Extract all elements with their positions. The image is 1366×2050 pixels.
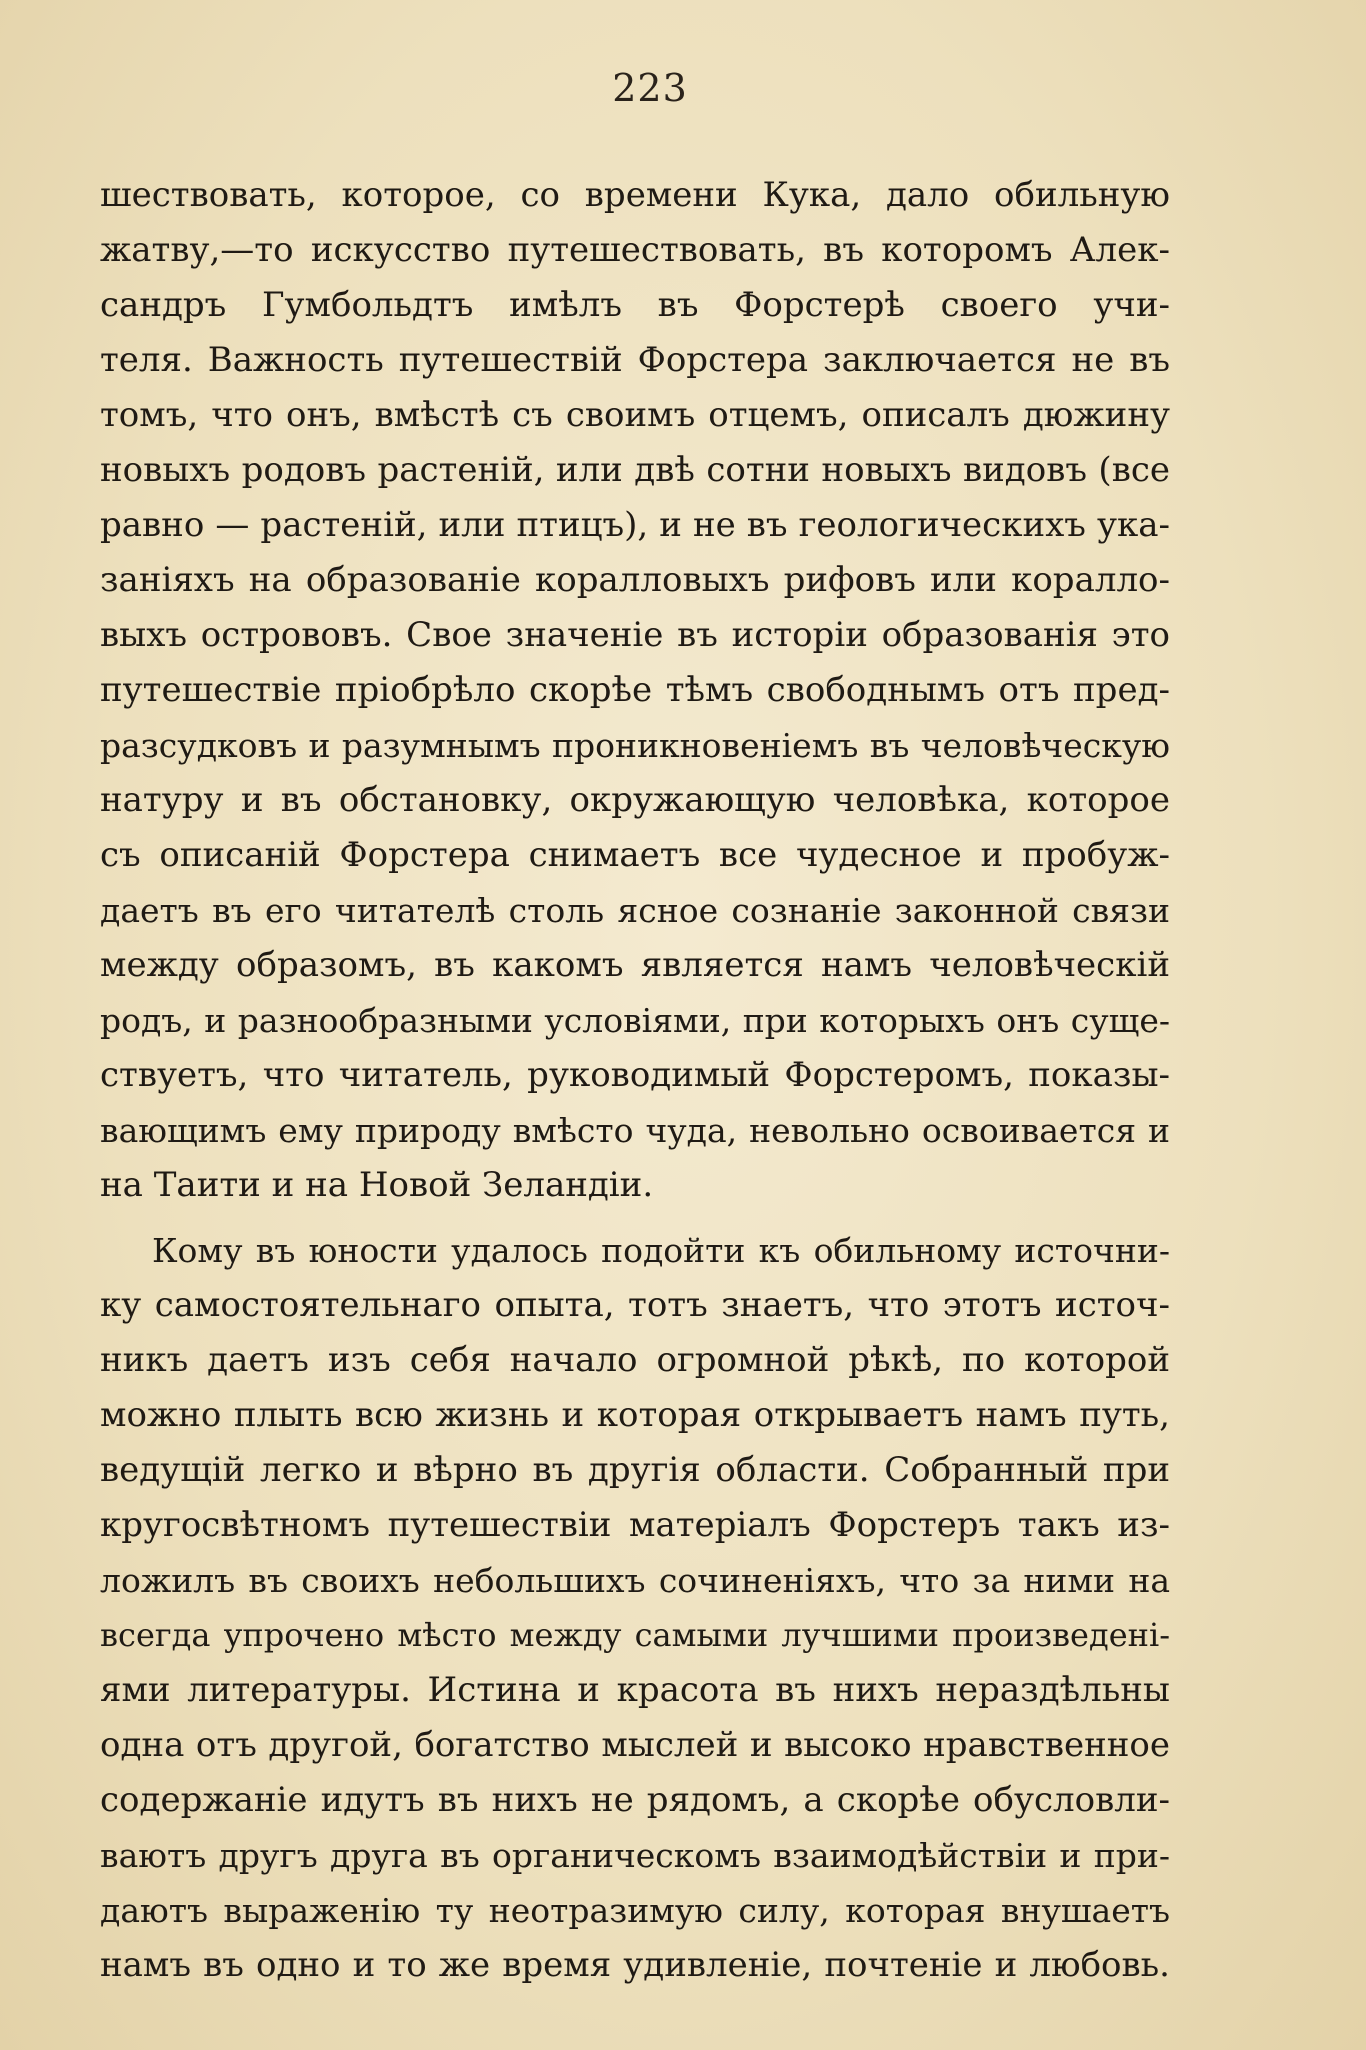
text-line: можно плыть всю жизнь и которая открываетъ намъ путь, — [100, 1395, 1170, 1435]
text-line: путешествіе пріобрѣло скорѣе тѣмъ свободнымъ отъ пред- — [100, 670, 1170, 710]
text-line: даютъ выраженію ту неотразимую силу, которая внушаетъ — [100, 1891, 1170, 1930]
text-line: содержаніе идутъ въ нихъ не рядомъ, а скорѣе обусловли- — [100, 1780, 1170, 1820]
text-line: новыхъ родовъ растеній, или двѣ сотни новыхъ видовъ (все — [100, 450, 1170, 490]
text-line: ваютъ другъ друга въ органическомъ взаимодѣйствіи и при- — [100, 1836, 1170, 1875]
text-line: натуру и въ обстановку, окружающую человѣка, которое — [100, 780, 1170, 820]
text-line: заніяхъ на образованіе коралловыхъ рифовъ или коралло- — [100, 560, 1170, 600]
text-line: кругосвѣтномъ путешествіи матеріалъ Форстеръ такъ из- — [100, 1505, 1170, 1545]
text-line: родъ, и разнообразными условіями, при которыхъ онъ суще- — [100, 1001, 1170, 1040]
text-line: всегда упрочено мѣсто между самыми лучшими произведені- — [100, 1616, 1170, 1654]
text-line: вающимъ ему природу вмѣсто чуда, невольно освоивается и — [100, 1111, 1170, 1150]
text-line: томъ, что онъ, вмѣстѣ съ своимъ отцемъ, описалъ дюжину — [100, 395, 1170, 435]
text-line: ложилъ въ своихъ небольшихъ сочиненіяхъ, что за ними на — [100, 1561, 1170, 1600]
text-line: Кому въ юности удалось подойти къ обильному источни- — [152, 1231, 1170, 1270]
paragraph-gap — [100, 1213, 1170, 1223]
text-line: ку самостоятельнаго опыта, тотъ знаетъ, что этотъ источ- — [100, 1285, 1170, 1325]
text-line: даетъ въ его читателѣ столь ясное сознаніе законной связи — [100, 891, 1170, 930]
body-text — [100, 168, 1170, 1993]
paragraph — [100, 1223, 1170, 1993]
text-line: ведущій легко и вѣрно въ другія области. Собранный при — [100, 1450, 1170, 1490]
text-line: сандръ Гумбольдтъ имѣлъ въ Форстерѣ своего учи- — [100, 285, 1170, 325]
text-line: разсудковъ и разумнымъ проникновеніемъ въ человѣческую — [100, 726, 1170, 765]
page-number: 223 — [612, 66, 688, 110]
text-line: выхъ острововъ. Свое значеніе въ исторіи образованія это — [100, 615, 1170, 655]
paragraph — [100, 168, 1170, 1213]
text-line: теля. Важность путешествій Форстера заключается не въ — [100, 340, 1170, 380]
text-line: ствуетъ, что читатель, руководимый Форстеромъ, показы- — [100, 1055, 1170, 1095]
text-line: ями литературы. Истина и красота въ нихъ нераздѣльны — [100, 1670, 1170, 1710]
text-line: равно — растеній, или птицъ), и не въ геологическихъ ука- — [100, 505, 1170, 545]
text-line: съ описаній Форстера снимаетъ все чудесное и пробуж- — [100, 835, 1170, 875]
text-line: намъ въ одно и то же время удивленіе, почтеніе и любовь. — [100, 1945, 1170, 1985]
text-line: на Таити и на Новой Зеландіи. — [100, 1165, 654, 1205]
text-line: никъ даетъ изъ себя начало огромной рѣкѣ, по которой — [100, 1340, 1170, 1380]
text-line: шествовать, которое, со времени Кука, дало обильную — [100, 175, 1170, 215]
text-line: жатву,—то искусство путешествовать, въ которомъ Алек- — [100, 230, 1170, 270]
text-line: одна отъ другой, богатство мыслей и высоко нравственное — [100, 1725, 1170, 1765]
text-line: между образомъ, въ какомъ является намъ человѣческій — [100, 945, 1170, 985]
